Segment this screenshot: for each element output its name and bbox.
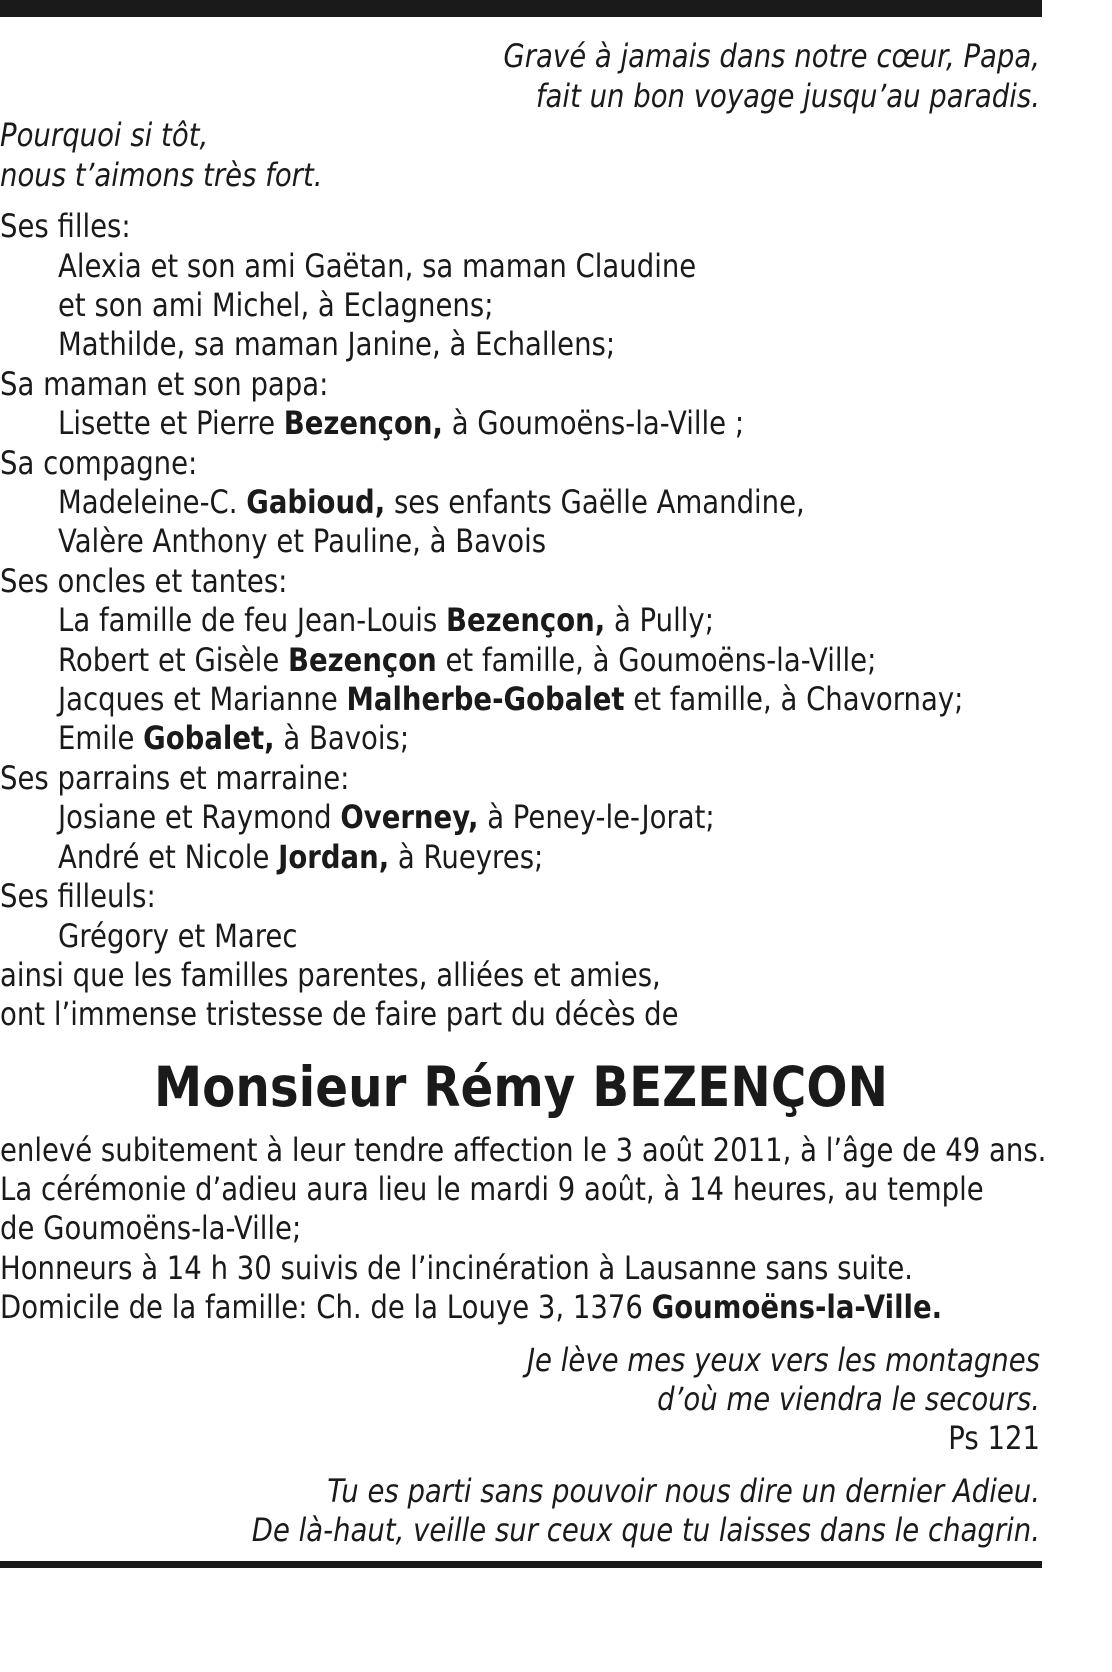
deceased-name: Monsieur Rémy BEZENÇON [153, 1055, 888, 1119]
parents-text: Lisette et Pierre [58, 404, 284, 442]
closing-line-1: ainsi que les familles parentes, alliées et amies, [0, 956, 661, 994]
filleuls-heading: Ses filleuls: [0, 877, 156, 915]
epigraph-left-line-1: Pourquoi si tôt, [0, 116, 209, 154]
parrain-line-2 [58, 837, 954, 877]
parrain-2-surname: Jordan, [278, 838, 390, 876]
details-line-3: de Goumoëns-la-Ville; [0, 1209, 302, 1247]
oncle-4-text: Emile [58, 719, 144, 757]
epigraph-left-line-2: nous t’aimons très fort. [0, 156, 323, 194]
domicile-text: Domicile de la famille: Ch. de la Louye 3, 1376 [0, 1288, 652, 1326]
oncle-3-text: Jacques et Marianne [58, 680, 347, 718]
filles-heading: Ses filles: [0, 207, 131, 245]
parrain-2-text: André et Nicole [58, 838, 279, 876]
details-line-1: enlevé subitement à leur tendre affection le 3 août 2011, à l’âge de 49 ans. [0, 1131, 1047, 1169]
oncle-3-surname: Malherbe-Gobalet [346, 680, 625, 718]
epigraph-bottom-line-2: De là-haut, veille sur ceux que tu laisses dans le chagrin. [251, 1511, 1040, 1549]
parrain-1-place: à Peney-le-Jorat; [478, 798, 715, 836]
oncle-1-surname: Bezençon, [446, 601, 606, 639]
oncle-line-3 [58, 679, 964, 719]
parrain-line-1 [58, 797, 954, 837]
parents-heading: Sa maman et son papa: [0, 365, 329, 403]
oncle-2-text: Robert et Gisèle [58, 641, 289, 679]
oncle-2-surname: Bezençon [288, 641, 437, 679]
parents-surname: Bezençon, [283, 404, 443, 442]
parrain-2-place: à Rueyres; [389, 838, 544, 876]
top-rule [0, 0, 1042, 17]
parrain-1-text: Josiane et Raymond [58, 798, 341, 836]
details-line-5 [0, 1287, 943, 1327]
oncle-3-place: et famille, à Chavornay; [624, 680, 964, 718]
closing-line-2: ont l’immense tristesse de faire part du décès de [0, 995, 679, 1033]
psalm-reference: Ps 121 [948, 1419, 1040, 1457]
oncle-4-surname: Gobalet, [143, 719, 275, 757]
parrains-heading: Ses parrains et marraine: [0, 759, 350, 797]
oncle-4-place: à Bavois; [274, 719, 410, 757]
oncle-line-1 [58, 600, 954, 640]
parents-line [58, 403, 954, 443]
oncle-1-place: à Pully; [605, 601, 714, 639]
compagne-heading: Sa compagne: [0, 444, 198, 482]
filleuls-line-1: Grégory et Marec [58, 917, 298, 955]
oncle-1-text: La famille de feu Jean-Louis [58, 601, 447, 639]
filles-line-3: Mathilde, sa maman Janine, à Echallens; [58, 325, 616, 363]
parrain-1-surname: Overney, [340, 798, 479, 836]
epigraph-bottom-line-1: Tu es parti sans pouvoir nous dire un dernier Adieu. [327, 1472, 1040, 1510]
compagne-children: ses enfants Gaëlle Amandine, [385, 483, 805, 521]
filles-line-1: Alexia et son ami Gaëtan, sa maman Claudine [58, 247, 697, 285]
epigraph-top-line-2: fait un bon voyage jusqu’au paradis. [535, 77, 1040, 115]
compagne-surname: Gabioud, [246, 483, 386, 521]
psalm-line-1: Je lève mes yeux vers les montagnes [526, 1341, 1040, 1379]
compagne-line-2: Valère Anthony et Pauline, à Bavois [58, 522, 547, 560]
psalm-line-2: d’où me viendra le secours. [657, 1380, 1040, 1418]
oncle-line-4 [58, 718, 954, 758]
compagne-line-1 [58, 482, 954, 522]
oncle-line-2 [58, 640, 954, 680]
bottom-rule [0, 1561, 1042, 1568]
parents-place: à Goumoëns-la-Ville ; [442, 404, 745, 442]
oncle-2-place: et famille, à Goumoëns-la-Ville; [436, 641, 877, 679]
details-line-4: Honneurs à 14 h 30 suivis de l’incinération à Lausanne sans suite. [0, 1249, 914, 1287]
domicile-place: Goumoëns-la-Ville. [651, 1288, 943, 1326]
filles-line-2: et son ami Michel, à Eclagnens; [58, 286, 494, 324]
compagne-text: Madeleine-C. [58, 483, 247, 521]
epigraph-top-line-1: Gravé à jamais dans notre cœur, Papa, [503, 37, 1040, 75]
oncles-heading: Ses oncles et tantes: [0, 562, 288, 600]
details-line-2: La cérémonie d’adieu aura lieu le mardi 9 août, à 14 heures, au temple [0, 1170, 984, 1208]
